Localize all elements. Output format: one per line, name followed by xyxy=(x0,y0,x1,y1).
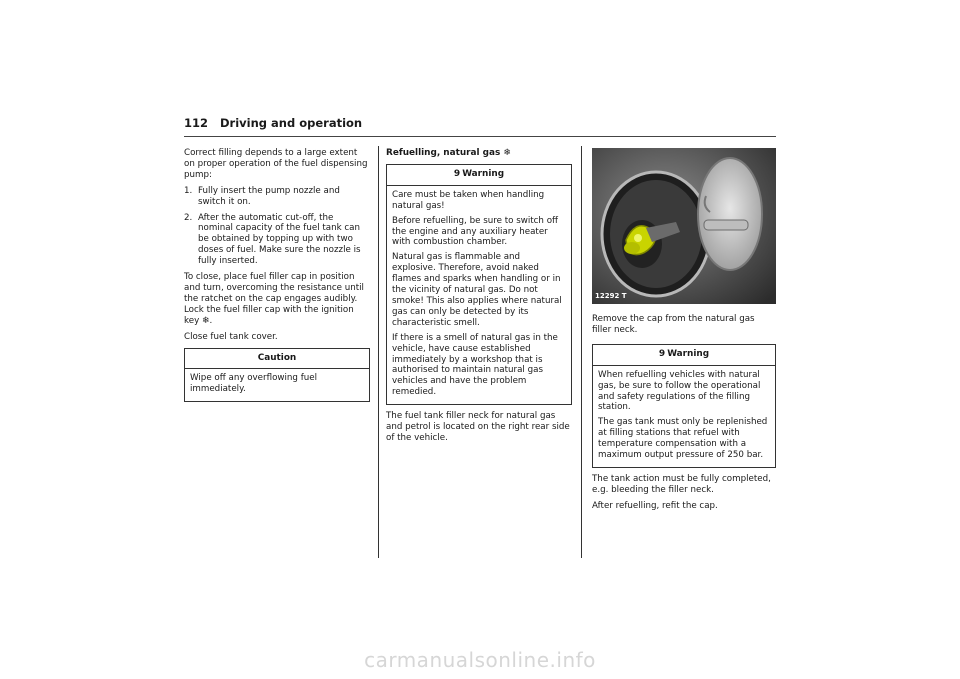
page-number: 112 xyxy=(184,116,209,130)
column-divider-left xyxy=(378,146,379,558)
warning-box xyxy=(386,164,572,405)
refit-cap-paragraph: After refuelling, refit the cap. xyxy=(592,500,718,511)
column-3 xyxy=(592,148,776,517)
remove-cap-paragraph: Remove the cap from the natural gas filler neck. xyxy=(592,314,755,335)
filler-location-paragraph: The fuel tank filler neck for natural gas and petrol is located on the right rear side of the vehicle. xyxy=(386,411,570,443)
list-item xyxy=(184,213,370,268)
warning-title xyxy=(387,165,571,186)
section-heading xyxy=(386,148,572,159)
step-text: Fully insert the pump nozzle and switch it on. xyxy=(198,185,340,207)
photo-code: 12292 T xyxy=(595,292,627,301)
caution-text: Wipe off any overflowing fuel immediately. xyxy=(190,373,318,395)
close-cap-paragraph xyxy=(184,272,370,327)
warning-paragraph: When refuelling vehicles with natural gas, be sure to follow the operational and safety regulations of the filling station. xyxy=(598,369,761,413)
fill-steps-list xyxy=(184,186,370,267)
tank-action-paragraph: The tank action must be fully completed, e.g. bleeding the filler neck. xyxy=(592,473,771,495)
caution-body xyxy=(185,369,369,401)
warning-icon: 9 xyxy=(658,348,666,359)
column-divider-right xyxy=(581,146,582,558)
list-item xyxy=(184,186,370,208)
step-text: After the automatic cut-off, the nominal capacity of the fuel tank can be obtained by topping up with two doses of fuel. Make sure the nozzle is fully inserted. xyxy=(198,212,361,267)
warning-paragraph: Natural gas is flammable and explosive. Therefore, avoid naked flames and sparks when handling or in the vicinity of natural gas. Do not smoke! This also applies where natural gas can only be detected by its characteristic smell. xyxy=(392,252,562,328)
snowflake-icon: ❄ xyxy=(201,315,210,326)
caution-box xyxy=(184,348,370,403)
warning-paragraph: Before refuelling, be sure to switch off the engine and any auxiliary heater with combustion chamber. xyxy=(392,215,559,248)
step-number: 1. xyxy=(184,185,193,196)
close-cap-text: To close, place fuel filler cap in position and turn, overcoming the resistance until the ratchet on the cap engages audibly. Lock the fuel filler cap with the ignition key xyxy=(184,272,364,326)
warning-paragraph: The gas tank must only be replenished at filling stations that refuel with temperature compensation with a maximum output pressure of 250 bar. xyxy=(598,417,768,461)
fuel-filler-illustration xyxy=(592,148,776,304)
caution-title: Caution xyxy=(185,349,369,370)
heading-text: Refuelling, natural gas xyxy=(386,148,501,158)
warning-title xyxy=(593,345,775,366)
warning-body xyxy=(593,366,775,467)
warning-paragraph: If there is a smell of natural gas in the vehicle, have cause established immediately by a workshop that is authorised to maintain natural gas vehicles and have the problem remedied. xyxy=(392,332,558,398)
close-cover-paragraph: Close fuel tank cover. xyxy=(184,331,278,342)
intro-paragraph: Correct filling depends to a large extent on proper operation of the fuel dispensing pump: xyxy=(184,148,368,180)
watermark: carmanualsonline.info xyxy=(364,648,596,672)
warning-title-text: Warning xyxy=(667,348,710,359)
step-number: 2. xyxy=(184,212,193,223)
column-1 xyxy=(184,148,370,408)
warning-box xyxy=(592,344,776,468)
close-cap-text-end: . xyxy=(209,315,213,326)
warning-paragraph: Care must be taken when handling natural gas! xyxy=(392,189,545,211)
snowflake-icon: ❄ xyxy=(503,148,511,158)
column-2 xyxy=(386,148,572,449)
warning-body xyxy=(387,186,571,404)
warning-title-text: Warning xyxy=(462,168,505,179)
fuel-filler-photo xyxy=(592,148,776,304)
section-title: Driving and operation xyxy=(220,116,363,130)
warning-icon: 9 xyxy=(453,168,461,179)
page-header xyxy=(184,116,776,137)
